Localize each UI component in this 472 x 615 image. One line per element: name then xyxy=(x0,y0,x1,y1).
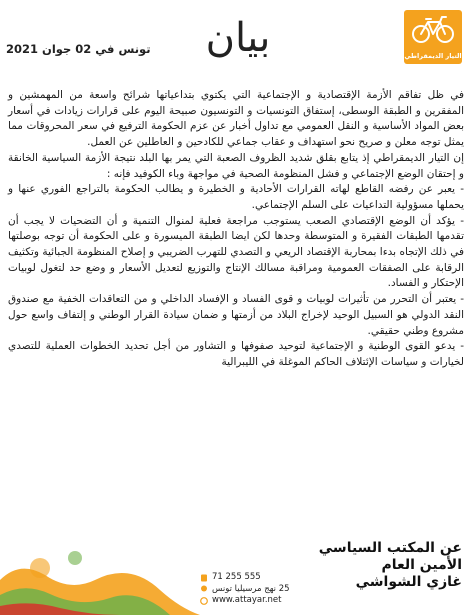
paragraph-intro: في ظل تفاقم الأزمة الإقتصادية و الإجتماعية التي يكتوي بتداعياتها شرائح واسعة من المهمشين و المفقرين و الطبقة الوسطى، إستفاق التونسيات و التونسيون صبيحة اليوم على قرارات زيادات في أسعار بعض المواد الأساسية و النقل العمومي مع تداول أخبار عن عزم الحكومة الترفيع في سعر المحروقات مما يمثل توجه معلن و صريح نحو استهداف و عقاب جماعي للكادحين و العاطلين عن العمل. xyxy=(8,89,464,149)
paragraph-point-1: - يعبر عن رفضه القاطع لهاته القرارات الأحادية و الخطيرة و يطالب الحكومة بالتراجع الفوري عنها و يحملها مسؤولية التداعيات على السلم الإجتماعي. xyxy=(8,183,464,211)
paragraph-point-4: - يدعو القوى الوطنية و الإجتماعية لتوحيد صفوفها و التشاور من أجل تحديد الخطوات العملية للتصدي لخيارات و سياسات الإئتلاف الحاكم الموغلة في الليبرالية xyxy=(8,340,464,368)
globe-icon xyxy=(200,597,208,605)
party-logo xyxy=(404,10,462,64)
signature-role: الأمين العام xyxy=(381,557,462,573)
paragraph-point-3: - يعتبر أن التحرر من تأثيرات لوبيات و قوى الفساد و الإفساد الداخلي و من التعاقدات الخفية مع صندوق النقد الدولي هو السبيل الوحيد لإخراج البلاد من أزمتها و ضمان سيادة القرار الوطني و إلتفاف واسع حول مشروع وطني حقيقي. xyxy=(8,293,464,337)
statement-date: تونس في 02 جوان 2021 xyxy=(6,42,151,56)
contact-website[interactable] xyxy=(200,595,350,607)
footer-decoration xyxy=(0,520,200,615)
phone-icon xyxy=(200,574,208,582)
signature-office: عن المكتب السياسي xyxy=(318,540,462,556)
website-link[interactable]: www.attayar.net xyxy=(212,595,282,605)
address-text: 25 نهج مرسيليا تونس xyxy=(212,583,290,594)
location-icon xyxy=(200,585,208,593)
paragraph-position: إن التيار الديمقراطي إذ يتابع بقلق شديد الظروف الصعبة التي يمر بها البلد نتيجة الأزمة السياسية الخانقة و إحتقان الوضع الإجتماعي و فشل المنظومة الصحية في مواجهة وباء الكوفيد فإنه : xyxy=(8,151,464,180)
statement-body xyxy=(8,88,464,371)
signature-block xyxy=(312,540,462,591)
bicycle-icon xyxy=(412,14,454,44)
paragraph-point-2: - يؤكد أن الوضع الإقتصادي الصعب يستوجب مراجعة فعلية لمنوال التنمية و أن التضحيات لا يجب أن تقدمها الطبقات الفقيرة و المتوسطة وحدها لكن ايضا الطبقة الميسورة و على الحكومة أن توجه بوصلتها في ذلك الإتجاه بدءا بمحاربة الإقتصاد الريعي و التصدي للتهرب الضريبي و إصلاح المنظومة الجبائية وتكثيف الرقابة على الصفقات العمومية ومراقبة مسالك الإنتاج والتوزيع لتعديل الأسعار و وضع حد لتغول لوبيات الإحتكار و الفساد. xyxy=(8,214,464,290)
logo-text: التيار الديمقراطي xyxy=(404,52,462,60)
signature-name: غازي الشواشي xyxy=(355,574,462,590)
page-title: بيان xyxy=(205,15,271,61)
phone-number: 71 255 555 xyxy=(212,572,261,582)
